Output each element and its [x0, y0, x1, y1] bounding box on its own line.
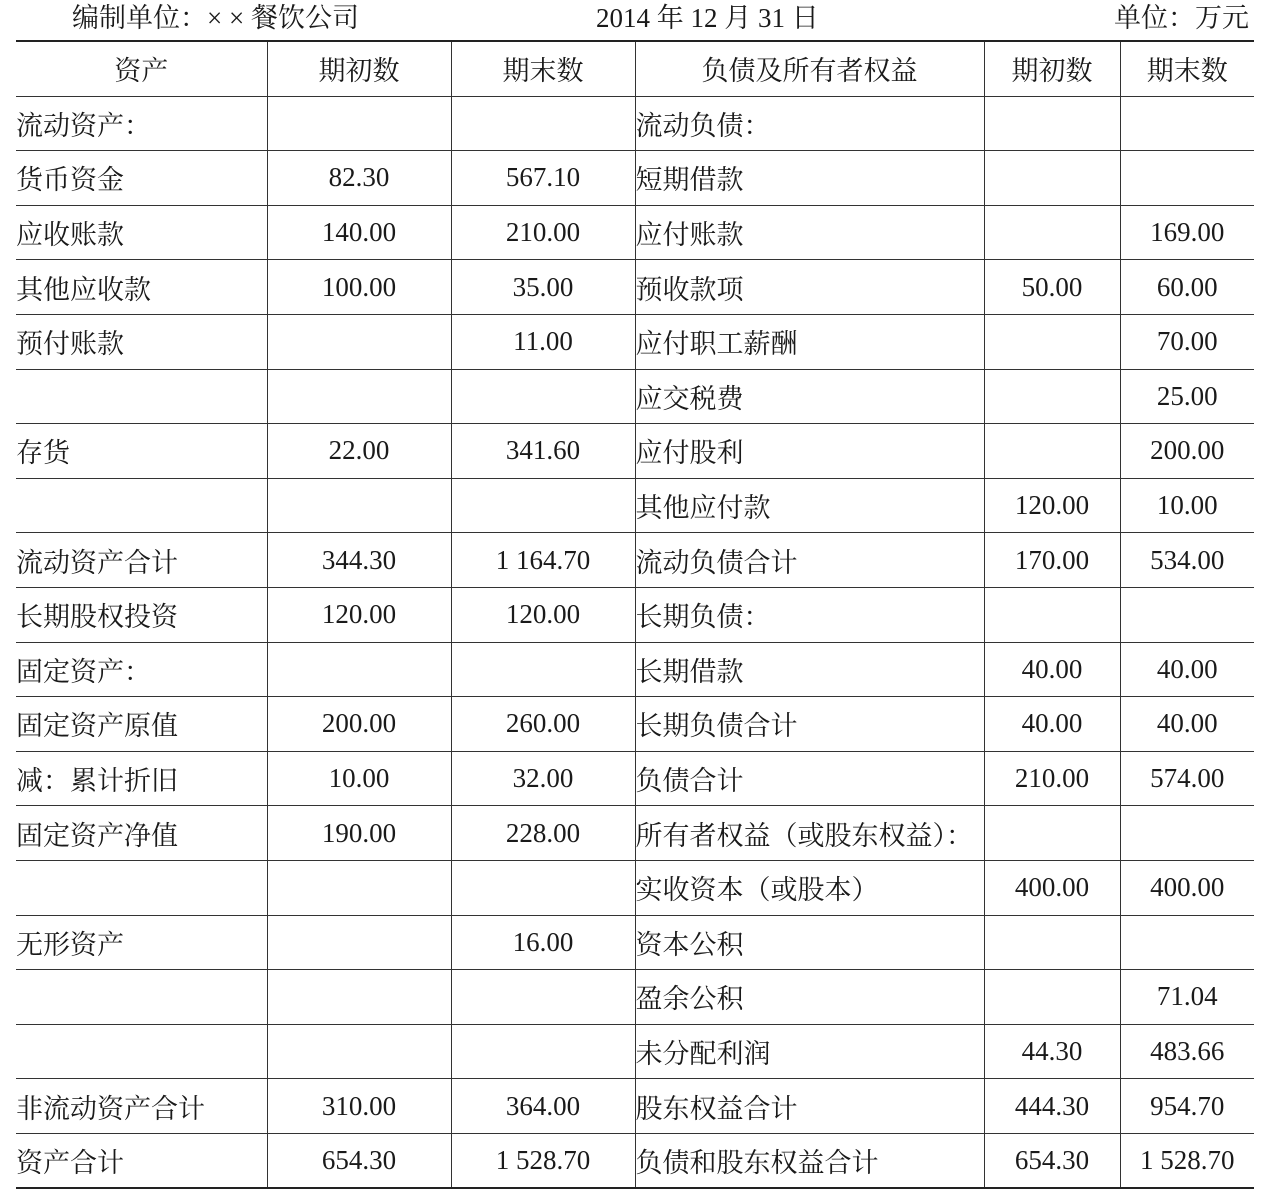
table-row	[16, 642, 1254, 697]
asset-item-label: 存货	[16, 424, 267, 479]
asset-item-label: 固定资产：	[16, 642, 267, 697]
liability-closing-value: 70.00	[1120, 314, 1254, 369]
liability-equity-item-label: 负债和股东权益合计	[635, 1133, 984, 1188]
liability-equity-item-label: 流动负债：	[635, 96, 984, 151]
asset-closing-value: 260.00	[451, 697, 635, 752]
compiling-unit: 编制单位：× × 餐饮公司	[72, 3, 359, 33]
liability-closing-value	[1120, 587, 1254, 642]
asset-opening-value	[267, 96, 451, 151]
liability-opening-value	[984, 806, 1120, 861]
liability-opening-value: 210.00	[984, 751, 1120, 806]
liability-opening-value: 444.30	[984, 1079, 1120, 1134]
asset-opening-value: 654.30	[267, 1133, 451, 1188]
table-row	[16, 1133, 1254, 1188]
liability-equity-item-label: 预收款项	[635, 260, 984, 315]
liability-closing-value: 40.00	[1120, 697, 1254, 752]
table-row	[16, 697, 1254, 752]
asset-opening-value: 82.30	[267, 151, 451, 206]
liability-closing-value	[1120, 915, 1254, 970]
liability-opening-value	[984, 151, 1120, 206]
liability-opening-value: 170.00	[984, 533, 1120, 588]
table-row	[16, 151, 1254, 206]
currency-unit: 单位：万元	[1114, 3, 1249, 33]
asset-closing-value: 11.00	[451, 314, 635, 369]
asset-opening-value: 10.00	[267, 751, 451, 806]
asset-opening-value	[267, 642, 451, 697]
asset-item-label: 货币资金	[16, 151, 267, 206]
asset-closing-value: 120.00	[451, 587, 635, 642]
asset-opening-value	[267, 915, 451, 970]
table-row	[16, 533, 1254, 588]
table-row	[16, 1024, 1254, 1079]
asset-opening-value	[267, 478, 451, 533]
asset-closing-value	[451, 369, 635, 424]
table-row	[16, 806, 1254, 861]
asset-item-label: 减：累计折旧	[16, 751, 267, 806]
asset-item-label: 预付账款	[16, 314, 267, 369]
liability-equity-item-label: 长期负债合计	[635, 697, 984, 752]
liability-opening-value: 40.00	[984, 697, 1120, 752]
liability-closing-value: 483.66	[1120, 1024, 1254, 1079]
liability-equity-item-label: 流动负债合计	[635, 533, 984, 588]
report-date: 2014 年 12 月 31 日	[596, 3, 819, 33]
liability-opening-value	[984, 96, 1120, 151]
liability-closing-value: 10.00	[1120, 478, 1254, 533]
table-row	[16, 314, 1254, 369]
liability-opening-value: 654.30	[984, 1133, 1120, 1188]
asset-closing-value	[451, 96, 635, 151]
liability-opening-value: 40.00	[984, 642, 1120, 697]
asset-closing-value: 16.00	[451, 915, 635, 970]
liability-equity-item-label: 应付账款	[635, 205, 984, 260]
liability-equity-item-label: 盈余公积	[635, 970, 984, 1025]
liability-equity-item-label: 负债合计	[635, 751, 984, 806]
asset-item-label: 非流动资产合计	[16, 1079, 267, 1134]
liability-closing-value: 71.04	[1120, 970, 1254, 1025]
liability-opening-value	[984, 369, 1120, 424]
liability-opening-value	[984, 314, 1120, 369]
asset-closing-value: 35.00	[451, 260, 635, 315]
liability-opening-value	[984, 424, 1120, 479]
asset-closing-value: 341.60	[451, 424, 635, 479]
asset-item-label: 长期股权投资	[16, 587, 267, 642]
liability-equity-item-label: 应付股利	[635, 424, 984, 479]
liability-closing-value: 954.70	[1120, 1079, 1254, 1134]
asset-opening-value: 120.00	[267, 587, 451, 642]
liability-opening-value: 44.30	[984, 1024, 1120, 1079]
liability-closing-value: 169.00	[1120, 205, 1254, 260]
liability-equity-item-label: 实收资本（或股本）	[635, 860, 984, 915]
table-row	[16, 915, 1254, 970]
asset-item-label	[16, 970, 267, 1025]
liability-opening-value	[984, 587, 1120, 642]
table-row	[16, 424, 1254, 479]
liability-closing-value: 1 528.70	[1120, 1133, 1254, 1188]
liability-closing-value: 400.00	[1120, 860, 1254, 915]
asset-opening-value	[267, 369, 451, 424]
asset-item-label: 资产合计	[16, 1133, 267, 1188]
asset-closing-value: 567.10	[451, 151, 635, 206]
asset-closing-value: 1 528.70	[451, 1133, 635, 1188]
col-header-assets-opening: 期初数	[267, 41, 451, 96]
asset-closing-value: 32.00	[451, 751, 635, 806]
liability-opening-value	[984, 205, 1120, 260]
liability-closing-value	[1120, 151, 1254, 206]
asset-closing-value	[451, 1024, 635, 1079]
col-header-liabilities-equity: 负债及所有者权益	[635, 41, 984, 96]
liability-equity-item-label: 长期借款	[635, 642, 984, 697]
col-header-assets: 资产	[16, 41, 267, 96]
asset-closing-value	[451, 478, 635, 533]
asset-opening-value	[267, 860, 451, 915]
liability-closing-value: 40.00	[1120, 642, 1254, 697]
liability-closing-value: 574.00	[1120, 751, 1254, 806]
table-row	[16, 96, 1254, 151]
col-header-liabilities-opening: 期初数	[984, 41, 1120, 96]
col-header-liabilities-closing: 期末数	[1120, 41, 1254, 96]
liability-opening-value	[984, 915, 1120, 970]
asset-opening-value	[267, 970, 451, 1025]
table-row	[16, 587, 1254, 642]
asset-closing-value	[451, 642, 635, 697]
asset-item-label	[16, 369, 267, 424]
asset-opening-value	[267, 314, 451, 369]
liability-opening-value: 400.00	[984, 860, 1120, 915]
liability-equity-item-label: 资本公积	[635, 915, 984, 970]
liability-closing-value: 534.00	[1120, 533, 1254, 588]
asset-closing-value: 228.00	[451, 806, 635, 861]
liability-closing-value: 200.00	[1120, 424, 1254, 479]
asset-item-label	[16, 1024, 267, 1079]
asset-opening-value	[267, 1024, 451, 1079]
table-row	[16, 1079, 1254, 1134]
balance-sheet-table	[16, 40, 1254, 1189]
liability-equity-item-label: 长期负债：	[635, 587, 984, 642]
liability-closing-value	[1120, 806, 1254, 861]
liability-closing-value: 60.00	[1120, 260, 1254, 315]
asset-opening-value: 344.30	[267, 533, 451, 588]
liability-opening-value	[984, 970, 1120, 1025]
asset-closing-value	[451, 860, 635, 915]
asset-item-label: 流动资产合计	[16, 533, 267, 588]
col-header-assets-closing: 期末数	[451, 41, 635, 96]
asset-item-label: 流动资产：	[16, 96, 267, 151]
asset-item-label: 无形资产	[16, 915, 267, 970]
liability-opening-value: 50.00	[984, 260, 1120, 315]
liability-closing-value: 25.00	[1120, 369, 1254, 424]
table-row	[16, 970, 1254, 1025]
header-row	[16, 41, 1254, 96]
liability-equity-item-label: 未分配利润	[635, 1024, 984, 1079]
asset-closing-value: 364.00	[451, 1079, 635, 1134]
liability-equity-item-label: 股东权益合计	[635, 1079, 984, 1134]
liability-equity-item-label: 其他应付款	[635, 478, 984, 533]
asset-closing-value	[451, 970, 635, 1025]
liability-closing-value	[1120, 96, 1254, 151]
table-row	[16, 860, 1254, 915]
asset-item-label: 其他应收款	[16, 260, 267, 315]
asset-item-label	[16, 478, 267, 533]
asset-opening-value: 22.00	[267, 424, 451, 479]
asset-item-label: 固定资产净值	[16, 806, 267, 861]
asset-opening-value: 190.00	[267, 806, 451, 861]
asset-item-label: 固定资产原值	[16, 697, 267, 752]
table-row	[16, 205, 1254, 260]
table-row	[16, 369, 1254, 424]
table-row	[16, 751, 1254, 806]
report-header	[0, 0, 1263, 40]
asset-opening-value: 200.00	[267, 697, 451, 752]
table-body	[16, 96, 1254, 1188]
liability-opening-value: 120.00	[984, 478, 1120, 533]
liability-equity-item-label: 应付职工薪酬	[635, 314, 984, 369]
asset-opening-value: 100.00	[267, 260, 451, 315]
asset-closing-value: 1 164.70	[451, 533, 635, 588]
liability-equity-item-label: 所有者权益（或股东权益）：	[635, 806, 984, 861]
asset-opening-value: 310.00	[267, 1079, 451, 1134]
table-row	[16, 478, 1254, 533]
asset-item-label: 应收账款	[16, 205, 267, 260]
asset-opening-value: 140.00	[267, 205, 451, 260]
liability-equity-item-label: 短期借款	[635, 151, 984, 206]
liability-equity-item-label: 应交税费	[635, 369, 984, 424]
asset-item-label	[16, 860, 267, 915]
table-row	[16, 260, 1254, 315]
asset-closing-value: 210.00	[451, 205, 635, 260]
